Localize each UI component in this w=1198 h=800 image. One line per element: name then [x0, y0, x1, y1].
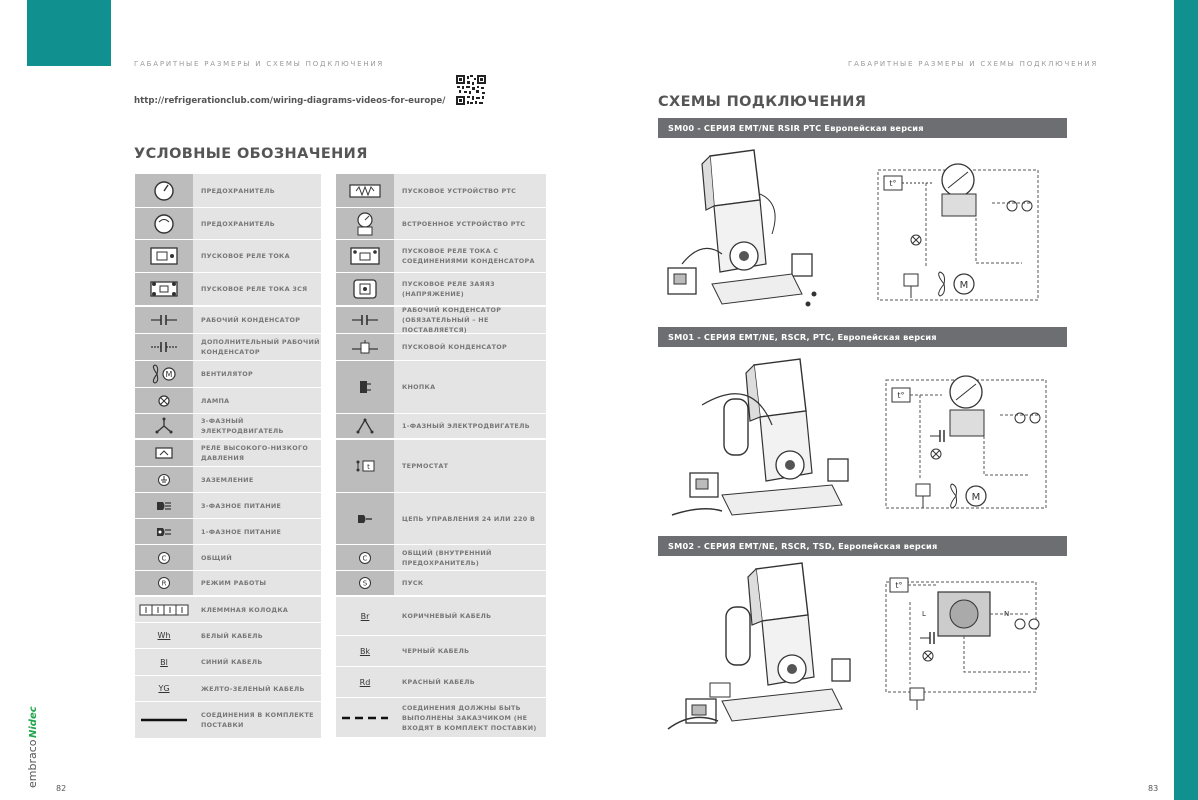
pressure-relay-icon: [153, 445, 175, 461]
circle-icon: [153, 213, 175, 235]
ptc-starter-icon: [348, 182, 382, 200]
brown-cable-icon: Br: [360, 611, 370, 621]
svg-text:S: S: [362, 579, 368, 588]
button-icon: [357, 378, 373, 396]
legend-row: [336, 361, 546, 414]
capacitor-extra-icon: [149, 340, 179, 354]
legend-label: КОРИЧНЕВЫЙ КАБЕЛЬ: [394, 597, 546, 635]
relay-3ch-icon: [148, 278, 180, 300]
legend-row: [135, 334, 321, 361]
legend-row: [135, 361, 321, 388]
legend-label: БЕЛЫЙ КАБЕЛЬ: [193, 623, 321, 648]
legend-label: ПУСКОВОЕ РЕЛЕ 3АЯЯ3 (НАПРЯЖЕНИЕ): [394, 273, 546, 305]
legend-row: [135, 702, 321, 739]
legend-label: СОЕДИНЕНИЯ В КОМПЛЕКТЕ ПОСТАВКИ: [193, 702, 321, 738]
compressor-illustration-sm01: [662, 355, 857, 525]
voltage-relay-icon: [352, 278, 378, 300]
svg-text:C: C: [362, 554, 368, 562]
legend-label: ПРЕДОХРАНИТЕЛЬ: [193, 174, 321, 207]
red-cable-icon: Rd: [359, 677, 371, 687]
capacitor-icon: [350, 313, 380, 327]
embraco-nidec-logo: [12, 700, 42, 790]
builtin-ptc-icon: [353, 211, 377, 237]
right-section-header: ГАБАРИТНЫЕ РАЗМЕРЫ И СХЕМЫ ПОДКЛЮЧЕНИЯ: [848, 60, 1099, 68]
svg-text:C: C: [161, 554, 167, 562]
reference-url[interactable]: http://refrigerationclub.com/wiring-diagrams-videos-for-europe/: [134, 96, 446, 106]
svg-text:t°: t°: [889, 179, 897, 188]
legend-row: [336, 440, 546, 493]
legend-row: [135, 649, 321, 676]
wiring-title: СХЕМЫ ПОДКЛЮЧЕНИЯ: [658, 94, 867, 110]
svg-text:t°: t°: [897, 391, 905, 400]
legend-label: ЛАМПА: [193, 388, 321, 413]
svg-text:M: M: [959, 280, 969, 291]
legend-row: [336, 698, 546, 738]
legend-label: ПУСКОВОЕ РЕЛЕ ТОКА: [193, 240, 321, 272]
left-section-header: ГАБАРИТНЫЕ РАЗМЕРЫ И СХЕМЫ ПОДКЛЮЧЕНИЯ: [134, 60, 385, 68]
teal-edge-bar: [1174, 0, 1198, 800]
legend-right-column: [336, 174, 546, 738]
legend-label: ЧЕРНЫЙ КАБЕЛЬ: [394, 636, 546, 666]
legend-row: [336, 240, 546, 273]
legend-label: КРАСНЫЙ КАБЕЛЬ: [394, 667, 546, 697]
page-number-left: 82: [56, 784, 67, 793]
solid-line-icon: [140, 717, 188, 723]
legend-label: ОБЩИЙ: [193, 545, 321, 570]
legend-row: [135, 467, 321, 493]
legend-label: ПРЕДОХРАНИТЕЛЬ: [193, 208, 321, 239]
three-phase-motor-icon: [153, 417, 175, 435]
svg-text:embraco: embraco: [26, 739, 39, 788]
three-phase-supply-icon: [155, 500, 173, 512]
section-title-sm01: SM01 - СЕРИЯ EMT/NE, RSCR, PTC, Европейская версия: [658, 327, 1067, 347]
legend-label: ПУСКОВОЕ УСТРОЙСТВО PTC: [394, 174, 546, 207]
legend-row: [135, 676, 321, 702]
legend-row: [135, 571, 321, 597]
relay-icon: [149, 245, 179, 267]
thermostat-icon: [354, 458, 376, 474]
relay-capacitor-icon: [349, 245, 381, 267]
legend-label: ЦЕПЬ УПРАВЛЕНИЯ 24 ИЛИ 220 В: [394, 493, 546, 544]
legend-row: [336, 636, 546, 667]
legend-row: [135, 597, 321, 623]
legend-label: ПУСКОВОЙ КОНДЕНСАТОР: [394, 334, 546, 360]
legend-row: [135, 414, 321, 440]
svg-text:M: M: [971, 492, 981, 503]
legend-label: ВЕНТИЛЯТОР: [193, 361, 321, 387]
white-cable-icon: Wh: [157, 631, 171, 640]
legend-label: ТЕРМОСТАТ: [394, 440, 546, 492]
legend-row: [336, 307, 546, 334]
run-mode-icon: [157, 576, 171, 590]
legend-left-column: [135, 174, 321, 739]
fan-icon: [149, 363, 179, 385]
svg-text:M: M: [165, 370, 173, 379]
black-cable-icon: Bk: [359, 646, 371, 656]
legend-row: [336, 334, 546, 361]
control-circuit-icon: [356, 513, 374, 525]
common-icon: [157, 551, 171, 565]
legend-label: ПУСКОВОЕ РЕЛЕ ТОКА С СОЕДИНЕНИЯМИ КОНДЕНСАТОРА: [394, 240, 546, 272]
legend-label: СИНИЙ КАБЕЛЬ: [193, 649, 321, 675]
start-capacitor-icon: [350, 339, 380, 355]
legend-label: ОБЩИЙ (ВНУТРЕННИЙ ПРЕДОХРАНИТЕЛЬ): [394, 545, 546, 570]
legend-label: ВСТРОЕННОЕ УСТРОЙСТВО PTC: [394, 208, 546, 239]
svg-text:L: L: [922, 610, 926, 618]
ground-icon: [157, 473, 171, 487]
legend-label: ПУСК: [394, 571, 546, 595]
gauge-icon: [153, 180, 175, 202]
common-internal-icon: [358, 551, 372, 565]
svg-text:N: N: [1004, 610, 1010, 618]
legend-row: [135, 519, 321, 545]
terminal-block-icon: [139, 604, 189, 616]
compressor-illustration-sm02: [662, 561, 857, 736]
legend-label: РЕЖИМ РАБОТЫ: [193, 571, 321, 595]
single-phase-supply-icon: [155, 526, 173, 538]
yellow-green-cable-icon: YG: [158, 684, 170, 693]
legend-row: [135, 273, 321, 307]
compressor-illustration-sm00: [662, 144, 832, 314]
legend-label: КЛЕММНАЯ КОЛОДКА: [193, 597, 321, 622]
legend-label: СОЕДИНЕНИЯ ДОЛЖНЫ БЫТЬ ВЫПОЛНЕНЫ ЗАКАЗЧИКОМ (НЕ ВХОДЯТ В КОМПЛЕКТ ПОСТАВКИ): [394, 698, 546, 737]
legend-row: [135, 545, 321, 571]
legend-label: ДОПОЛНИТЕЛЬНЫЙ РАБОЧИЙ КОНДЕНСАТОР: [193, 334, 321, 360]
svg-text:Nidec: Nidec: [28, 706, 39, 738]
legend-row: [336, 208, 546, 240]
legend-row: [336, 174, 546, 208]
legend-row: [135, 388, 321, 414]
legend-row: [336, 597, 546, 636]
wiring-schematic-sm01: [880, 370, 1060, 515]
legend-label: РАБОЧИЙ КОНДЕНСАТОР: [193, 307, 321, 333]
dashed-line-icon: [341, 715, 389, 721]
section-title-sm02: SM02 - СЕРИЯ EMT/NE, RSCR, TSD, Европейская версия: [658, 536, 1067, 556]
legend-label: 3-ФАЗНЫЙ ЭЛЕКТРОДВИГАТЕЛЬ: [193, 414, 321, 438]
legend-label: 3-ФАЗНОЕ ПИТАНИЕ: [193, 493, 321, 518]
teal-corner-block: [27, 0, 111, 66]
legend-label: ПУСКОВОЕ РЕЛЕ ТОКА 3СЯ: [193, 273, 321, 305]
legend-row: [135, 208, 321, 240]
legend-label: КНОПКА: [394, 361, 546, 413]
legend-label: РЕЛЕ ВЫСОКОГО-НИЗКОГО ДАВЛЕНИЯ: [193, 440, 321, 466]
legend-row: [135, 440, 321, 467]
legend-title: УСЛОВНЫЕ ОБОЗНАЧЕНИЯ: [134, 146, 368, 162]
legend-row: [336, 493, 546, 545]
legend-row: [336, 571, 546, 597]
legend-row: [135, 307, 321, 334]
svg-text:t: t: [367, 463, 370, 471]
legend-row: [336, 414, 546, 440]
legend-row: [336, 667, 546, 698]
wiring-schematic-sm02: [880, 572, 1050, 712]
legend-row: [336, 273, 546, 307]
single-phase-motor-icon: [354, 417, 376, 435]
svg-text:t°: t°: [895, 581, 903, 590]
blue-cable-icon: Bl: [160, 657, 168, 667]
lamp-icon: [157, 394, 171, 408]
legend-label: 1-ФАЗНОЕ ПИТАНИЕ: [193, 519, 321, 544]
legend-row: [135, 493, 321, 519]
svg-text:R: R: [161, 579, 167, 588]
wiring-schematic-sm00: [872, 158, 1052, 303]
legend-row: [135, 240, 321, 273]
legend-label: ЗАЗЕМЛЕНИЕ: [193, 467, 321, 492]
legend-row: [135, 623, 321, 649]
legend-row: [336, 545, 546, 571]
legend-label: 1-ФАЗНЫЙ ЭЛЕКТРОДВИГАТЕЛЬ: [394, 414, 546, 438]
legend-row: [135, 174, 321, 208]
page-number-right: 83: [1148, 784, 1159, 793]
start-icon: [358, 576, 372, 590]
legend-label: РАБОЧИЙ КОНДЕНСАТОР (ОБЯЗАТЕЛЬНЫЙ – НЕ ПОСТАВЛЯЕТСЯ): [394, 307, 546, 333]
qr-code-icon[interactable]: [455, 74, 487, 106]
capacitor-icon: [149, 313, 179, 327]
section-title-sm00: SM00 - СЕРИЯ EMT/NE RSIR PTC Европейская версия: [658, 118, 1067, 138]
legend-label: ЖЕЛТО-ЗЕЛЕНЫЙ КАБЕЛЬ: [193, 676, 321, 701]
